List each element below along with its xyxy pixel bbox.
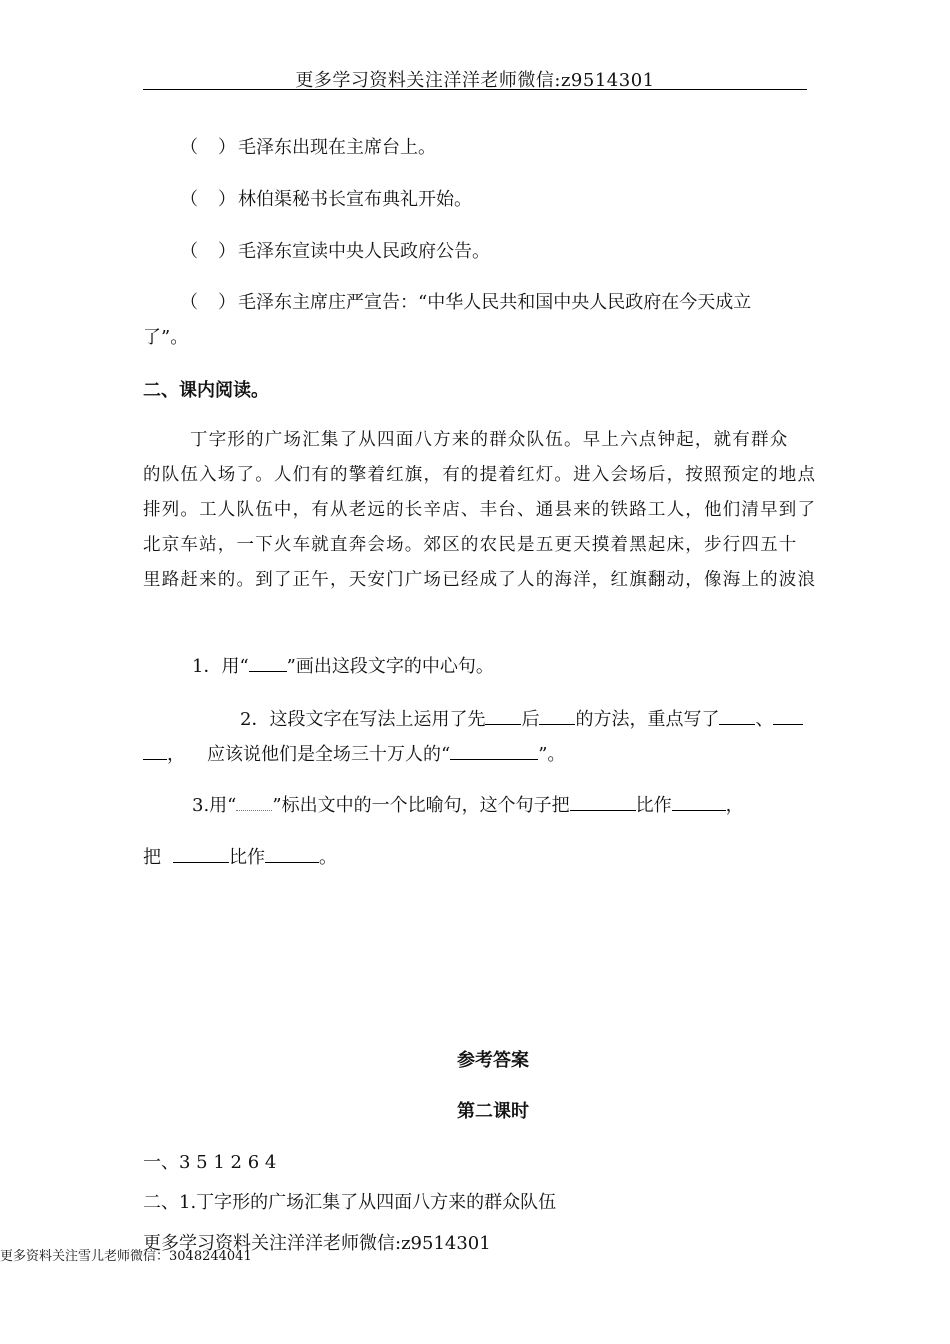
question-1: 1．用“ ”画出这段文字的中心句。: [192, 656, 494, 677]
ordering-item-4: （ ） 毛泽东主席庄严宣告：“中华人民共和国中央人民政府在今天成立: [180, 292, 752, 313]
ordering-item-text: 毛泽东宣读中央人民政府公告。: [238, 241, 490, 262]
ordering-item-3: （ ） 毛泽东宣读中央人民政府公告。: [180, 241, 490, 262]
answers-subtitle: 第二课时: [457, 1101, 529, 1122]
footer-watermark: 更多资料关注雪儿老师微信：3048244041: [0, 1249, 252, 1264]
answer-blank: [143, 758, 167, 760]
answer-section-2: 二、1.丁字形的广场汇集了从四面八方来的群众队伍: [143, 1192, 557, 1213]
answer-blank: [773, 723, 803, 725]
answer-blank: [450, 758, 538, 760]
answer-blank: [570, 809, 636, 811]
page-footer: 更多学习资料关注洋洋老师微信:z9514301: [143, 1233, 491, 1254]
ordering-item-1: （ ） 毛泽东出现在主席台上。: [180, 137, 436, 158]
question-3-line-1: 3.用“ ”标出文中的一个比喻句，这个句子把 比作 ，: [192, 795, 744, 816]
question-3-line-2: 把 比作 。: [143, 847, 337, 868]
passage-line: 丁字形的广场汇集了从四面八方来的群众队伍。早上六点钟起，就有群众: [190, 430, 789, 450]
passage-line: 的队伍入场了。人们有的擎着红旗，有的提着红灯。进入会场后，按照预定的地点: [143, 465, 817, 485]
answers-title: 参考答案: [457, 1050, 529, 1071]
ordering-item-text: 林伯渠秘书长宣布典礼开始。: [238, 189, 472, 210]
answer-blank: [485, 723, 521, 725]
passage-line: 排列。工人队伍中，有从老远的长辛店、丰台、通县来的铁路工人，他们清早到了: [143, 500, 817, 520]
page-header: 更多学习资料关注洋洋老师微信:z9514301: [295, 70, 655, 91]
question-2-line-2: ， 应该说他们是全场三十万人的“ ”。: [143, 740, 565, 766]
wavy-underline-mark: [236, 796, 272, 811]
question-2-line-1: 2．这段文字在写法上运用了先 后 的方法，重点写了 、: [240, 705, 803, 731]
ordering-item-2: （ ） 林伯渠秘书长宣布典礼开始。: [180, 189, 472, 210]
answer-blank: [265, 861, 319, 863]
ordering-item-4-tail: 了”。: [143, 327, 189, 348]
answer-blank: [672, 809, 726, 811]
header-divider: [143, 89, 807, 90]
answer-blank: [539, 723, 575, 725]
ordering-item-text: 毛泽东主席庄严宣告：“中华人民共和国中央人民政府在今天成立: [238, 292, 752, 313]
passage-line: 北京车站，一下火车就直奔会场。郊区的农民是五更天摸着黑起床，步行四五十: [143, 535, 798, 555]
answer-blank: [249, 670, 287, 672]
answer-blank: [719, 723, 755, 725]
answer-section-1: 一、3 5 1 2 6 4: [143, 1152, 277, 1173]
passage-line: 里路赶来的。到了正午，天安门广场已经成了人的海洋，红旗翻动，像海上的波浪: [143, 570, 817, 590]
ordering-item-text: 毛泽东出现在主席台上。: [238, 137, 436, 158]
section-heading: 二、课内阅读。: [143, 380, 269, 401]
answer-blank: [173, 861, 229, 863]
